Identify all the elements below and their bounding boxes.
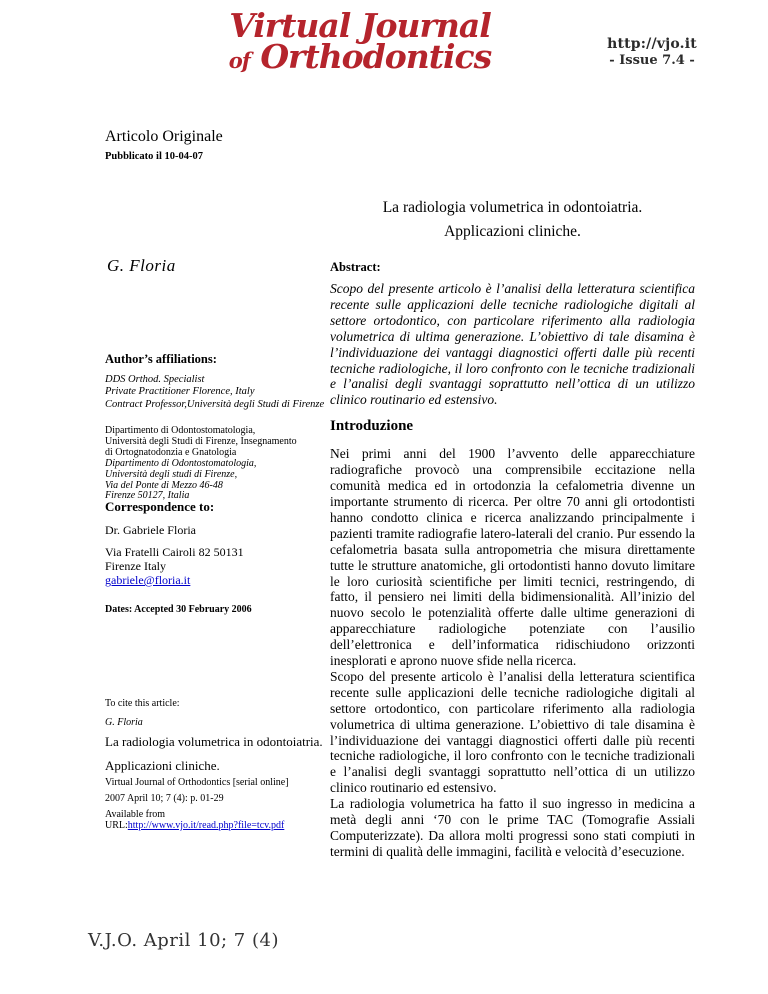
citation-title-line1: La radiologia volumetrica in odontoiatria. <box>105 734 323 749</box>
journal-logo-name: Orthodontics <box>260 37 492 76</box>
citation-heading: To cite this article: <box>105 698 180 709</box>
correspondence-address <box>105 546 244 573</box>
correspondence-heading: Correspondence to: <box>105 499 215 514</box>
article-title-line2: Applicazioni cliniche. <box>444 223 581 240</box>
introduction-paragraph: Nei primi anni del 1900 l’avvento delle apparecchiature radiografiche provocò una comprensibile eccitazione nella comunità medica ed in ortodonzia la cefalometria divenne un importante strumento di ricerca. Per oltre 70 anni gli ortodontisti hanno condotto clinica e ricerca analizzando principalmente i pazienti tramite radiografie latero-laterali del cranio. Pur essendo la cefalometria basata sulla antropometria che misura direttamente tutte le strutture anatomiche, gli ortodontisti hanno dovuto limitare le loro curiosità scientifiche per limiti tecnici, restringendo, di fatto, il pensiero nei limiti della bidimensionalità. All’inizio del nuovo secolo le potenzialità offerte dalle ultime generazioni di apparecchiature radiologiche potenziate con l’ausilio dell’elettronica e dell’informatica ridischiudono orizzonti inesplorati e aprono nuove sfide nella ricerca. <box>330 446 695 669</box>
page-footer-citation: V.J.O. April 10; 7 (4) <box>88 930 279 951</box>
correspondence-name: Dr. Gabriele Floria <box>105 523 196 537</box>
citation-available-from: Available from <box>105 809 166 820</box>
article-title-line1: La radiologia volumetrica in odontoiatria. <box>382 199 643 216</box>
header-issue-block <box>596 36 708 69</box>
email-link[interactable]: gabriele@floria.it <box>105 573 191 587</box>
email-row <box>105 573 190 588</box>
address-line: Firenze Italy <box>105 558 166 573</box>
article-type-label: Articolo Originale <box>105 128 223 145</box>
affiliation-line: Via del Ponte di Mezzo 46-48 <box>105 479 223 491</box>
journal-logo-line1: Virtual Journal <box>229 6 491 45</box>
abstract-text: Scopo del presente articolo è l’analisi della letteratura scientifica recente sulle applicazioni delle tecniche radiologiche digitali al settore ortodontico, con particolare riferimento alla radiologia volumetrica di ultima generazione. L’obiettivo di tale disamina è l’individuazione dei vantaggi diagnostici offerti dalle più recenti tecniche radiologiche, il loro confronto con le tecniche tradizionali e l’analisi degli svantaggi soprattutto nell’ottica di un utilizzo clinico routinario ed estensivo. <box>330 281 695 408</box>
journal-logo-of: of <box>228 48 250 73</box>
affiliation-line: di Ortognatodonzia e Gnatologia <box>105 446 237 458</box>
introduction-paragraph: La radiologia volumetrica ha fatto il suo ingresso in medicina a metà degli anni ‘70 con le prime TAC (Tomografie Assiali Computerizzate). Da allora molti progressi sono stati compiuti in termini di qualità delle immagini, facilità e velocità d’esecuzione. <box>330 796 695 859</box>
citation-journal: Virtual Journal of Orthodontics [serial online] <box>105 777 289 788</box>
affiliation-line: Università degli studi di Firenze, <box>105 468 238 480</box>
affiliation-line: Dipartimento di Odontostomatologia, <box>105 425 256 436</box>
author-name: G. Floria <box>107 256 176 275</box>
acceptance-dates: Dates: Accepted 30 February 2006 <box>105 604 252 615</box>
journal-logo-line2 <box>190 37 530 76</box>
affiliation-line: DDS Orthod. Specialist <box>105 374 205 385</box>
affiliation-line: Firenze 50127, Italia <box>105 490 190 502</box>
affiliation-line: Università degli Studi di Firenze, Insegnamento <box>105 435 297 447</box>
introduction-paragraph: Scopo del presente articolo è l’analisi della letteratura scientifica recente sulle applicazioni delle tecniche radiologiche digitali al settore ortodontico, con particolare riferimento alla radiologia volumetrica di ultima generazione. L’obiettivo di tale disamina è l’individuazione dei vantaggi diagnostici offerti dalle più recenti tecniche radiologiche, il loro confronto con le tecniche tradizionali e l’analisi degli svantaggi soprattutto nell’ottica di un utilizzo clinico routinario ed estensivo. <box>330 668 695 796</box>
affiliation-line: Dipartimento di Odontostomatologia, <box>105 457 257 469</box>
article-url-link[interactable]: http://www.vjo.it/read.php?file=tcv.pdf <box>127 820 285 831</box>
affiliation-line: Private Practitioner Florence, Italy <box>105 386 255 398</box>
citation-title-line2: Applicazioni cliniche. <box>105 758 220 773</box>
abstract-heading: Abstract: <box>330 260 381 274</box>
journal-site-url: http://vjo.it <box>607 36 697 52</box>
citation-block <box>105 698 335 831</box>
address-line: Via Fratelli Cairoli 82 50131 <box>105 545 244 559</box>
citation-url-label: URL: <box>105 820 128 831</box>
affiliations-heading: Author’s affiliations: <box>105 352 217 366</box>
affiliation-line: Contract Professor,Università degli Studi di Firenze <box>105 398 325 410</box>
article-title <box>330 196 695 244</box>
affiliations-credentials <box>105 374 324 411</box>
introduction-heading: Introduzione <box>330 418 414 435</box>
citation-url-row <box>105 820 335 831</box>
publication-date: Pubblicato il 10-04-07 <box>105 151 204 162</box>
citation-author: G. Floria <box>105 717 143 728</box>
introduction-body <box>330 446 695 860</box>
journal-logo <box>190 6 530 76</box>
affiliations-departments <box>105 426 297 502</box>
citation-issue-info: 2007 April 10; 7 (4): p. 01-29 <box>105 793 224 804</box>
issue-number: - Issue 7.4 - <box>609 53 695 68</box>
article-main <box>330 196 695 860</box>
